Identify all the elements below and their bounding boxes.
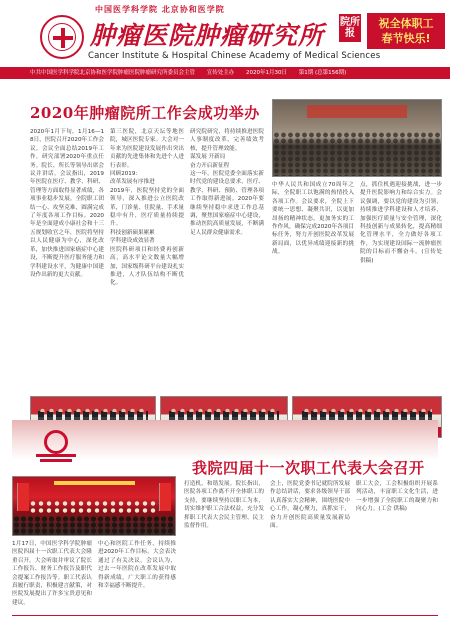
greeting-line-2: 春节快乐! xyxy=(381,32,431,45)
stage-banner xyxy=(54,481,135,485)
issue-number: 第1期 (总第156期) xyxy=(298,70,347,76)
article1-column-5: 点，抓住机遇迎接挑战，进一步提升医院影响力和综合实力。会议强调，要以党的建设为引领，持续推进学科建设和人才培养，加强医疗质量与安全管理，深化科技创新与成果转化，提高精细化管理水平，全力做好各项工作，为实现建设国际一流肿瘤医院的目标而不懈奋斗。(宣传处 供稿) xyxy=(360,182,442,264)
red-flag-left xyxy=(17,483,29,511)
article1-column-2: 第三医院，北京天坛等地医院，城区医院专家。大会对一年来为医院建设发展作出突出贡献的先进集体和先进个人进行表彰。 回顾2019： 改革发展有序推进 2019年，医院坚持党的全面领导，深入推进公立医院改革，门诊量、住院量、手术量稳中有升，医疗质量持续提升。 科技创新硕果累累 学科建设成效显著 医院科研项目和经费再创新高，高水平论文数量大幅增加，国家级科研平台建设扎实推进，人才队伍结构不断优化。 xyxy=(110,129,184,287)
article1-column-4: 中华人民共和国成立70周年之际，全院职工以饱满的热情投入各项工作。会议要求，全院上下要统一思想、凝聚共识，以更加昂扬的精神状态，更加务实的工作作风，确保完成2020年各项目标任务，努力开创医院改革发展新局面，以优异成绩迎接新的挑战。 xyxy=(272,182,354,256)
conference-hall-photo xyxy=(272,99,442,177)
article1-column-1: 2020年1月下旬，1月16—18日，医院召开2020年工作会议。会议全面总结2019年工作，研究部署2020年重点任务。院长、所长等领导出席会议并讲话。会议指出，2019年医院在医疗、教学、科研、管理等方面取得显著成绩，各项事业稳步发展。全院职工团结一心、攻坚克难，圆满完成了年度各项工作目标。2020年是全面建成小康社会和十三五规划收官之年，医院将坚持以人民健康为中心，深化改革，加快推进国家癌症中心建设，不断提升医疗服务能力和学科建设水平，为健康中国建设作出新的更大贡献。 xyxy=(30,129,104,278)
article1-headline: 2020年肿瘤院所工作会成功举办 xyxy=(30,104,260,122)
masthead xyxy=(0,0,450,68)
article2-column-5: 职工大会，工会积极组织开展系列活动，丰富职工文化生活，进一步增强了全院职工的凝聚力和向心力。(工会 供稿) xyxy=(356,481,438,513)
union-logo-bar-bottom xyxy=(40,459,72,462)
article2-column-4: 会上，医院党委书记就院所发展作总结讲话，要求各级领导干部认真落实大会精神，围绕医院中心工作，凝心聚力，真抓实干，奋力开创医院高质量发展新局面。 xyxy=(270,481,350,530)
emblem-cross-horizontal xyxy=(53,36,73,40)
newspaper-tag: 院所报 xyxy=(339,14,361,42)
trade-union-logo-icon xyxy=(30,428,82,462)
footer-rule xyxy=(12,615,438,616)
publisher: 宣传处主办 xyxy=(206,70,235,76)
newspaper-title: 肿瘤医院肿瘤研究所 xyxy=(90,21,325,50)
union-logo-ring xyxy=(44,430,68,454)
article2-column-3: 打造机、和谐发展。院长指出，医院各项工作离不开全体职工的支持，要继续坚持以职工为本，切实维护职工合法权益，充分发挥职工代表大会民主管理、民主监督作用。 xyxy=(184,481,264,530)
english-name: Cancer Institute & Hospital Chinese Academy of Medical Sciences xyxy=(88,51,381,61)
red-flag-right xyxy=(159,483,171,511)
spring-festival-greeting xyxy=(367,13,445,49)
greeting-line-1: 祝全体职工 xyxy=(378,17,434,30)
emblem-inner-ring xyxy=(48,23,76,51)
article2-column-1: 1月17日，中国医学科学院肿瘤医院四届十一次职工代表大会隆重召开。大会听取并审议了院长工作报告、财务工作报告及职代会提案工作报告等。职工代表认真履行职责，积极建言献策，对医院发展提出了许多宝贵意见和建议。 xyxy=(12,541,92,606)
article1-column-3: 研究院研究，将持续推进医院人事制度改革，完善绩效考核，提升管理效能。 谋发展 开新局 奋力开启新征程 这一年，医院党委全面落实新时代党的建设总要求，医疗、教学、科研、预防、管理各项工作取得新进展。2020年要继续坚持稳中求进工作总基调，聚焦国家癌症中心建设，推动医院高质量发展，不断满足人民群众健康需求。 xyxy=(190,129,264,236)
article2-column-2: 中心和医院工作任务，持续推进2020年工作目标。大会表决通过了有关决议。会议认为，过去一年医院在改革发展中取得新成绩，广大职工的获得感和幸福感不断提升。 xyxy=(98,541,176,590)
sponsor-schools: 中国医学科学院 北京协和医学院 xyxy=(95,5,225,14)
union-logo-bar-top xyxy=(36,454,76,457)
article2-headline: 我院四届十一次职工代表大会召开 xyxy=(192,459,425,477)
issue-date: 2020年1月30日 xyxy=(246,70,288,76)
medical-emblem-icon xyxy=(40,15,84,59)
staff-congress-photo xyxy=(12,476,176,536)
sponsor-line: 中共中国医学科学院北京协和医学院肿瘤医院肿瘤研究所委员会主管 xyxy=(30,70,196,76)
issue-info-bar xyxy=(0,67,450,79)
